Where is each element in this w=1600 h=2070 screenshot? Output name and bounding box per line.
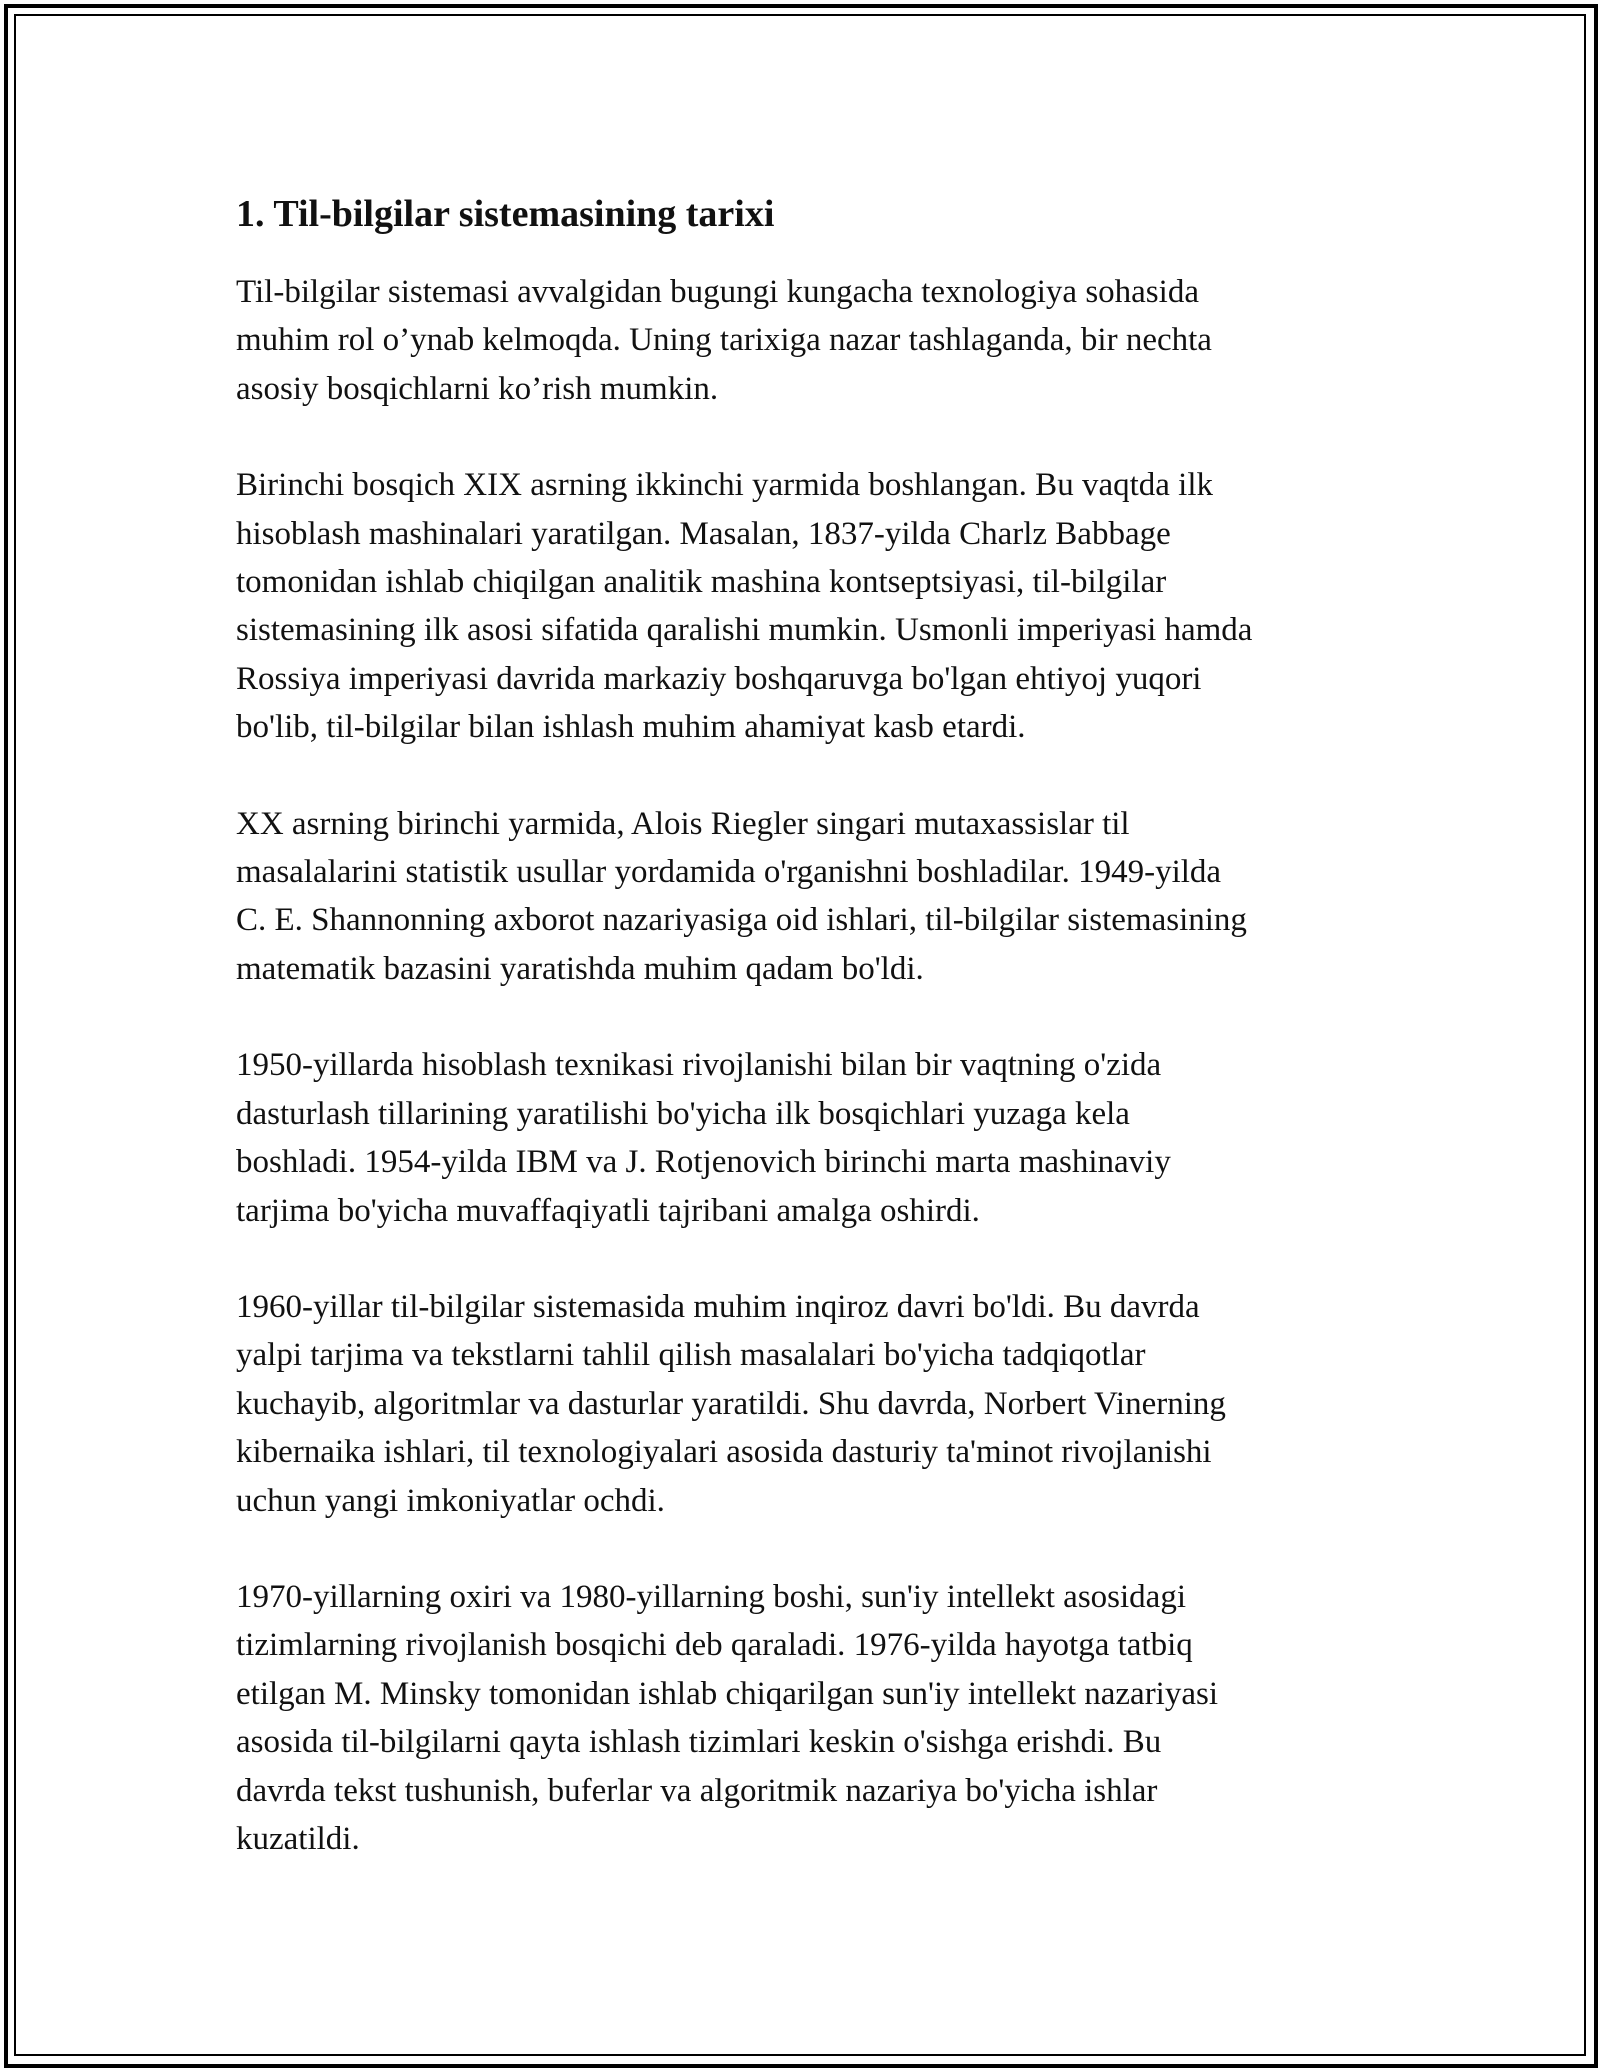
paragraph-1970s-1980s: 1970-yillarning oxiri va 1980-yillarning boshi, sun'iy intellekt asosidagi tizimlarning rivojlanish bosqichi deb qaraladi. 1976-yilda hayotga tatbiq etilgan M. Minsky tomonidan ishlab chiqarilgan sun'iy intellekt nazariyasi asosida til-bilgilarni qayta ishlash tizimlari keskin o'sishga erishdi. Bu davrda tekst tushunish, buferlar va algoritmik nazariya bo'yicha ishlar kuzatildi. bbox=[236, 1578, 1219, 1857]
paragraph-20th-century-first-half: XX asrning birinchi yarmida, Alois Riegler singari mutaxassislar til masalalarini statistik usullar yordamida o'rganishni boshladilar. 1949-yilda C. E. Shannonning axborot nazariyasiga oid ishlari, til-bilgilar sistemasining matematik bazasini yaratishda muhim qadam bo'ldi. bbox=[236, 805, 1247, 987]
section-title: 1. Til-bilgilar sistemasining tarixi bbox=[236, 193, 775, 235]
paragraph-intro: Til-bilgilar sistemasi avvalgidan bugungi kungacha texnologiya sohasida muhim rol o’ynab kelmoqda. Uning tarixiga nazar tashlaganda, bir nechta asosiy bosqichlarni ko’rish mumkin. bbox=[236, 274, 1212, 407]
paragraph-1950s: 1950-yillarda hisoblash texnikasi rivojlanishi bilan bir vaqtning o'zida dasturlash tillarining yaratilishi bo'yicha ilk bosqichlari yuzaga kela boshladi. 1954-yilda IBM va J. Rotjenovich birinchi marta mashinaviy tarjima bo'yicha muvaffaqiyatli tajribani amalga oshirdi. bbox=[236, 1047, 1171, 1229]
document-body bbox=[236, 186, 1376, 1911]
paragraph-19th-century: Birinchi bosqich XIX asrning ikkinchi yarmida boshlangan. Bu vaqtda ilk hisoblash mashinalari yaratilgan. Masalan, 1837-yilda Charlz Babbage tomonidan ishlab chiqilgan analitik mashina kontseptsiyasi, til-bilgilar sistemasining ilk asosi sifatida qaralishi mumkin. Usmonli imperiyasi hamda Rossiya imperiyasi davrida markaziy boshqaruvga bo'lgan ehtiyoj yuqori bo'lib, til-bilgilar bilan ishlash muhim ahamiyat kasb etardi. bbox=[236, 467, 1253, 746]
paragraph-1960s: 1960-yillar til-bilgilar sistemasida muhim inqiroz davri bo'ldi. Bu davrda yalpi tarjima va tekstlarni tahlil qilish masalalari bo'yicha tadqiqotlar kuchayib, algoritmlar va dasturlar yaratildi. Shu davrda, Norbert Vinerning kibernaika ishlari, til texnologiyalari asosida dasturiy ta'minot rivojlanishi uchun yangi imkoniyatlar ochdi. bbox=[236, 1288, 1226, 1519]
